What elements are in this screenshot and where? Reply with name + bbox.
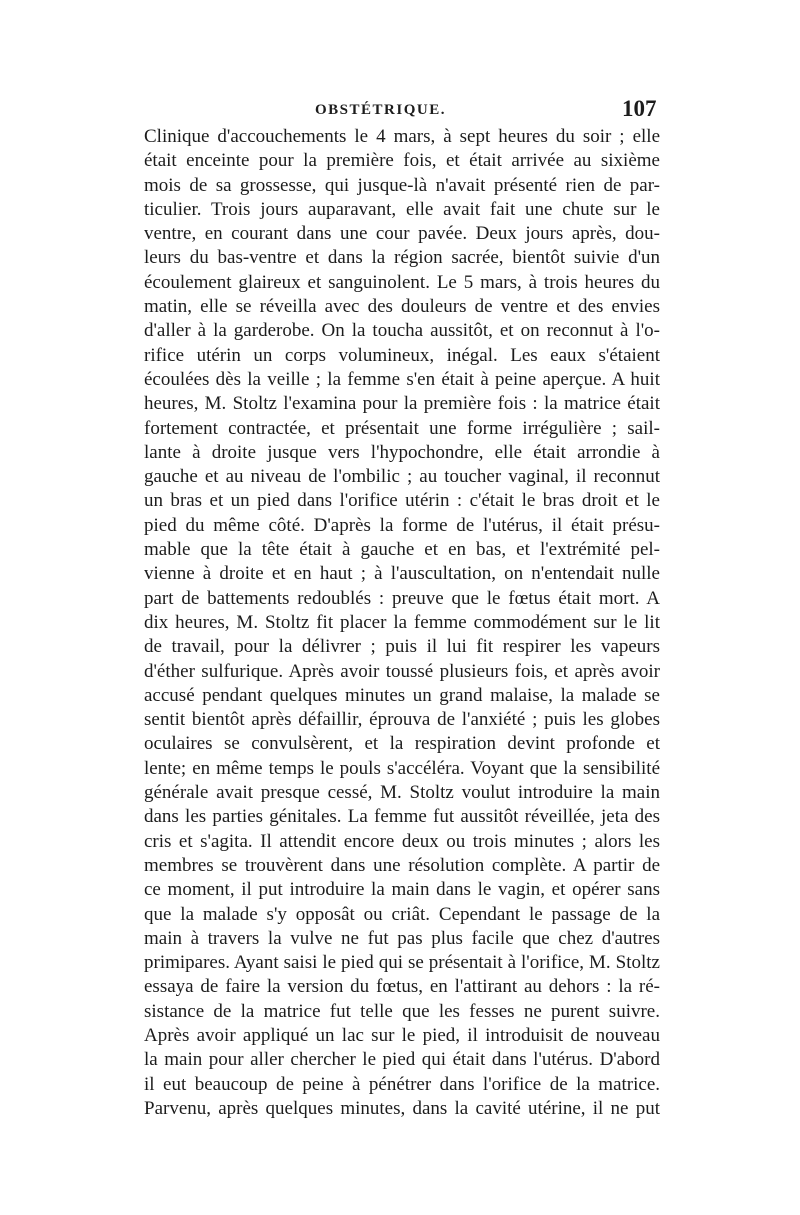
text-line: heures, M. Stoltz l'examina pour la première fois : la matrice était: [144, 393, 660, 415]
text-line: écoulement glaireux et sanguinolent. Le 5 mars, à trois heures du: [144, 271, 660, 293]
text-line: Clinique d'accouchements le 4 mars, à sept heures du soir ; elle: [144, 126, 660, 147]
text-line: dix heures, M. Stoltz fit placer la femme commodément sur le lit: [144, 611, 660, 633]
running-title: OBSTÉTRIQUE.: [315, 102, 446, 118]
text-line: leurs du bas-ventre et dans la région sacrée, bientôt suivie d'un: [144, 247, 660, 269]
running-head: [0, 98, 800, 124]
text-line: lante à droite jusque vers l'hypochondre, elle était arrondie à: [144, 441, 660, 463]
text-line: Parvenu, après quelques minutes, dans la cavité utérine, il ne put: [144, 1097, 660, 1119]
text-line: primipares. Ayant saisi le pied qui se présentait à l'orifice, M. Stoltz: [144, 952, 660, 974]
text-line: ticulier. Trois jours auparavant, elle avait fait une chute sur le: [144, 198, 660, 220]
text-line: gauche et au niveau de l'ombilic ; au toucher vaginal, il reconnut: [144, 466, 660, 488]
text-line: vienne à droite et en haut ; à l'auscultation, on n'entendait nulle: [144, 563, 660, 585]
text-line: que la malade s'y opposât ou criât. Cependant le passage de la: [144, 903, 660, 925]
text-line: main à travers la vulve ne fut pas plus facile que chez d'autres: [144, 927, 660, 949]
text-line: oculaires se convulsèrent, et la respiration devint profonde et: [144, 733, 660, 755]
text-line: dans les parties génitales. La femme fut aussitôt réveillée, jeta des: [144, 806, 660, 828]
text-line: de travail, pour la délivrer ; puis il lui fit respirer les vapeurs: [144, 636, 660, 658]
text-line: essaya de faire la version du fœtus, en l'attirant au dehors : la ré-: [144, 976, 660, 998]
text-line: mois de sa grossesse, qui jusque-là n'avait présenté rien de par-: [144, 174, 660, 196]
text-line: part de battements redoublés : preuve que le fœtus était mort. A: [144, 587, 660, 609]
text-line: écoulées dès la veille ; la femme s'en était à peine aperçue. A huit: [144, 368, 660, 390]
text-line: fortement contractée, et présentait une forme irrégulière ; sail-: [144, 417, 660, 439]
text-line: lente; en même temps le pouls s'accéléra. Voyant que la sensibilité: [144, 757, 660, 779]
text-line: d'éther sulfurique. Après avoir toussé plusieurs fois, et après avoir: [144, 660, 660, 682]
text-line: accusé pendant quelques minutes un grand malaise, la malade se: [144, 684, 660, 706]
text-line: la main pour aller chercher le pied qui était dans l'utérus. D'abord: [144, 1049, 660, 1071]
text-line: rifice utérin un corps volumineux, inégal. Les eaux s'étaient: [144, 344, 660, 366]
text-line: Après avoir appliqué un lac sur le pied, il introduisit de nouveau: [144, 1024, 660, 1046]
text-line: matin, elle se réveilla avec des douleurs de ventre et des envies: [144, 296, 660, 318]
text-line: sentit bientôt après défaillir, éprouva de l'anxiété ; puis les globes: [144, 709, 660, 731]
text-line: ce moment, il put introduire la main dans le vagin, et opérer sans: [144, 879, 660, 901]
text-line: cris et s'agita. Il attendit encore deux ou trois minutes ; alors les: [144, 830, 660, 852]
text-line: pied du même côté. D'après la forme de l'utérus, il était présu-: [144, 514, 660, 536]
text-line: d'aller à la garderobe. On la toucha aussitôt, et on reconnut à l'o-: [144, 320, 660, 342]
body-text: [144, 125, 660, 1121]
text-line: était enceinte pour la première fois, et était arrivée au sixième: [144, 150, 660, 172]
text-line: sistance de la matrice fut telle que les fesses ne purent suivre.: [144, 1000, 660, 1022]
text-line: ventre, en courant dans une cour pavée. Deux jours après, dou-: [144, 223, 660, 245]
text-line: mable que la tête était à gauche et en bas, et l'extrémité pel-: [144, 539, 660, 561]
text-line: membres se trouvèrent dans une résolution complète. A partir de: [144, 854, 660, 876]
text-line: un bras et un pied dans l'orifice utérin : c'était le bras droit et le: [144, 490, 660, 512]
text-line: il eut beaucoup de peine à pénétrer dans l'orifice de la matrice.: [144, 1073, 660, 1095]
text-line: générale avait presque cessé, M. Stoltz voulut introduire la main: [144, 782, 660, 804]
page-number: 107: [622, 96, 657, 121]
